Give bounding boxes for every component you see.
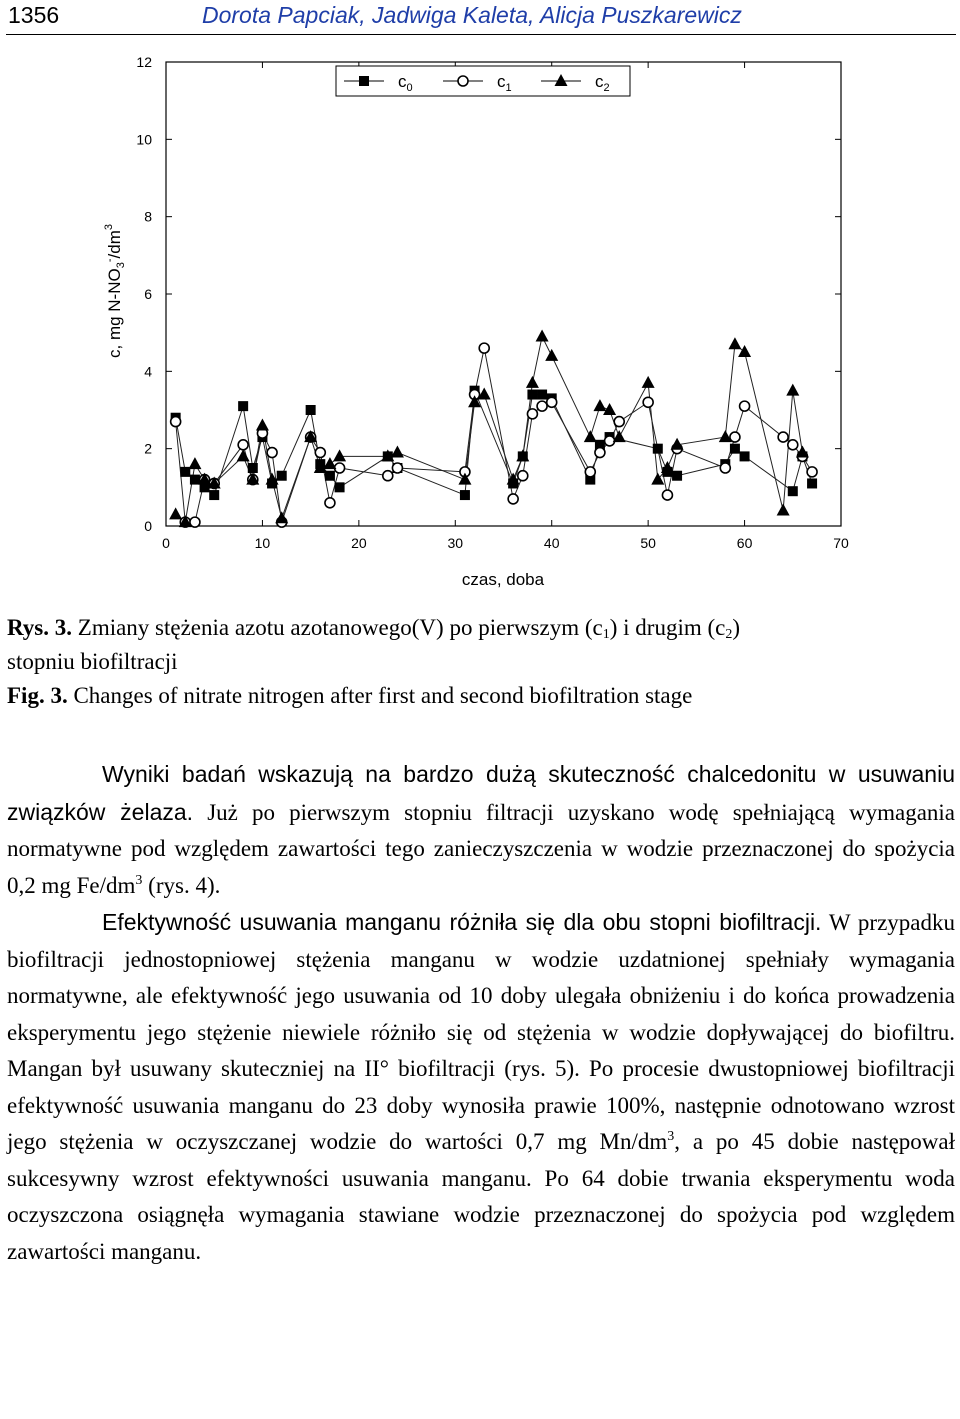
point-c2: [188, 457, 201, 469]
point-c0: [527, 390, 537, 400]
point-c1: [547, 397, 557, 407]
y-tick-label: 6: [144, 286, 152, 302]
p1-sup: 3: [135, 872, 143, 888]
point-c1: [605, 436, 615, 446]
y-tick-label: 4: [144, 363, 152, 380]
point-c0: [277, 471, 287, 481]
point-c1: [537, 401, 547, 411]
legend-label-name: c: [595, 72, 604, 91]
caption-en: [7, 681, 692, 711]
point-c2: [169, 507, 182, 519]
running-title-authors: Dorota Papciak, Jadwiga Kaleta, Alicja Puszkarewicz: [202, 2, 742, 28]
p1-sentence-a: Wyniki badań wskazują na bardzo dużą skuteczność chalcedonitu w usuwaniu związków żelaza.: [7, 761, 955, 825]
point-c1: [614, 417, 624, 427]
point-c1: [335, 463, 345, 473]
legend: [336, 66, 630, 96]
point-c0: [537, 390, 547, 400]
series-line-c2: [176, 337, 803, 523]
x-axis-label: czas, doba: [461, 570, 545, 589]
point-c0: [190, 475, 200, 485]
p2-sup: 3: [667, 1129, 675, 1144]
point-c0: [306, 405, 316, 415]
x-tick-label: 10: [254, 535, 271, 551]
caption-pl-b: ) i drugim (c: [609, 615, 726, 640]
point-c0: [248, 463, 258, 473]
legend-marker-c1: [458, 76, 468, 86]
point-c2: [333, 449, 346, 461]
legend-label-sub: 1: [505, 82, 512, 94]
point-c0: [180, 467, 190, 477]
point-c2: [526, 376, 539, 388]
caption-pl-a: Zmiany stężenia azotu azotanowego(V) po pierwszym (c: [77, 615, 603, 640]
nitrate-chart: [0, 40, 960, 600]
x-tick-label: 50: [640, 535, 656, 551]
point-c1: [325, 498, 335, 508]
point-c1: [508, 494, 518, 504]
y-label-sup1: -: [104, 258, 116, 263]
caption-pl-line2: stopniu biofiltracji: [7, 649, 178, 674]
x-tick-label: 20: [351, 535, 367, 551]
point-c1: [238, 440, 248, 450]
point-c1: [518, 471, 528, 481]
point-c1: [383, 471, 393, 481]
series-markers: [169, 330, 817, 528]
point-c0: [672, 471, 682, 481]
point-c0: [807, 478, 817, 488]
point-c1: [643, 397, 653, 407]
p1-sentence-c: (rys. 4).: [148, 872, 221, 898]
point-c1: [778, 432, 788, 442]
point-c1: [392, 463, 402, 473]
caption-pl-sub1: 1: [602, 627, 610, 642]
y-label-sub: 3: [115, 262, 127, 269]
y-tick-label: 8: [144, 208, 152, 225]
caption-en-text: Changes of nitrate nitrogen after first and second biofiltration stage: [73, 683, 693, 708]
y-tick-label: 12: [136, 54, 152, 70]
point-c1: [315, 448, 325, 458]
series-lines: [176, 337, 812, 523]
y-label-main: c, mg N-NO: [105, 268, 124, 358]
header-rule: [6, 34, 956, 35]
caption-pl-sub2: 2: [725, 627, 733, 642]
y-label-mid: /dm: [105, 230, 124, 259]
svg-text:c, mg N-NO3-/dm3: [103, 224, 127, 358]
legend-marker-c0: [359, 76, 369, 86]
paragraph-iron: [7, 756, 955, 904]
point-c2: [584, 430, 597, 442]
point-c1: [190, 517, 200, 527]
p2-sentence-c: , a po 45 dobie następował sukcesywny wzrost efektywności usuwania manganu. Po 64 dobie trwania eksperymentu woda oczyszczona osiągnęła wymagania stawiane wodzie przeznaczonej do spożycia pod względem zawartości manganu.: [7, 1129, 955, 1264]
legend-label-sub: 0: [406, 82, 413, 94]
point-c1: [720, 463, 730, 473]
p2-sentence-a: Efektywność usuwania manganu różniła się dla obu stopni biofiltracji.: [102, 909, 822, 935]
point-c2: [777, 504, 790, 516]
point-c0: [209, 490, 219, 500]
y-tick-label: 2: [144, 440, 152, 457]
p2-sentence-b: W przypadku biofiltracji jednostopniowej stężenia manganu w wodzie uzdatnionej spełniały wymagania normatywne, ale efektywność jego usuwania od 10 doby ulegała obniżeniu i do końca prowadzenia eksperymentu jego stężenie niewiele różniło się od stężenia w wodzie dopływającej do biofiltru. Mangan był usuwany skuteczniej na II° biofiltracji (rys. 5). Po procesie dwustopniowej biofiltracji efektywność usuwania manganu do 23 doby wynosiła prawie 100%, następnie odnotowano wzrost jego stężenia w oczyszczanej wodzie do wartości 0,7 mg Mn/dm: [7, 910, 955, 1154]
x-tick-label: 0: [162, 535, 170, 551]
x-tick-label: 40: [543, 535, 560, 551]
page-header: [0, 0, 960, 40]
point-c0: [730, 444, 740, 454]
point-c2: [613, 430, 626, 442]
point-c0: [788, 486, 798, 496]
body-text: [7, 756, 955, 1270]
point-c0: [238, 401, 248, 411]
point-c1: [585, 467, 595, 477]
point-c1: [479, 343, 489, 353]
point-c2: [728, 337, 741, 349]
point-c1: [788, 440, 798, 450]
axis-ticks: [136, 54, 849, 551]
point-c2: [642, 376, 655, 388]
point-c2: [593, 399, 606, 411]
point-c1: [267, 448, 277, 458]
point-c1: [171, 417, 181, 427]
caption-pl-c: ): [732, 615, 741, 640]
y-tick-label: 10: [136, 131, 152, 148]
legend-label-name: c: [497, 72, 506, 91]
point-c2: [391, 446, 404, 458]
point-c2: [275, 511, 288, 523]
x-tick-label: 60: [736, 535, 753, 551]
point-c1: [595, 448, 605, 458]
point-c0: [653, 444, 663, 454]
point-c1: [527, 409, 537, 419]
point-c2: [545, 349, 558, 361]
caption-pl-line1: [7, 613, 740, 650]
legend-label-name: c: [398, 72, 407, 91]
point-c2: [536, 330, 549, 342]
p1-sentence-b: Już po pierwszym stopniu filtracji uzyskano wodę spełniającą wymagania normatywne pod względem zawartości tego zanieczyszczenia w wodzie przeznaczonej do spożycia 0,2 mg Fe/dm: [7, 799, 956, 898]
point-c1: [807, 467, 817, 477]
y-label-sup2: 3: [103, 224, 115, 231]
point-c1: [662, 490, 672, 500]
point-c0: [460, 490, 470, 500]
point-c0: [335, 482, 345, 492]
page-number: 1356: [8, 2, 60, 28]
point-c0: [325, 471, 335, 481]
point-c1: [730, 432, 740, 442]
point-c0: [740, 451, 750, 461]
caption-pl-label: Rys. 3.: [7, 615, 73, 640]
point-c2: [256, 418, 269, 430]
y-axis-label: [103, 224, 127, 358]
series-line-c1: [176, 348, 812, 522]
x-tick-label: 70: [833, 535, 849, 551]
paragraph-manganese: [7, 904, 955, 1270]
x-tick-label: 30: [447, 535, 464, 551]
point-c2: [786, 384, 799, 396]
legend-label-sub: 2: [603, 82, 610, 94]
caption-en-label: Fig. 3.: [7, 683, 68, 708]
y-tick-label: 0: [144, 518, 152, 534]
point-c1: [740, 401, 750, 411]
